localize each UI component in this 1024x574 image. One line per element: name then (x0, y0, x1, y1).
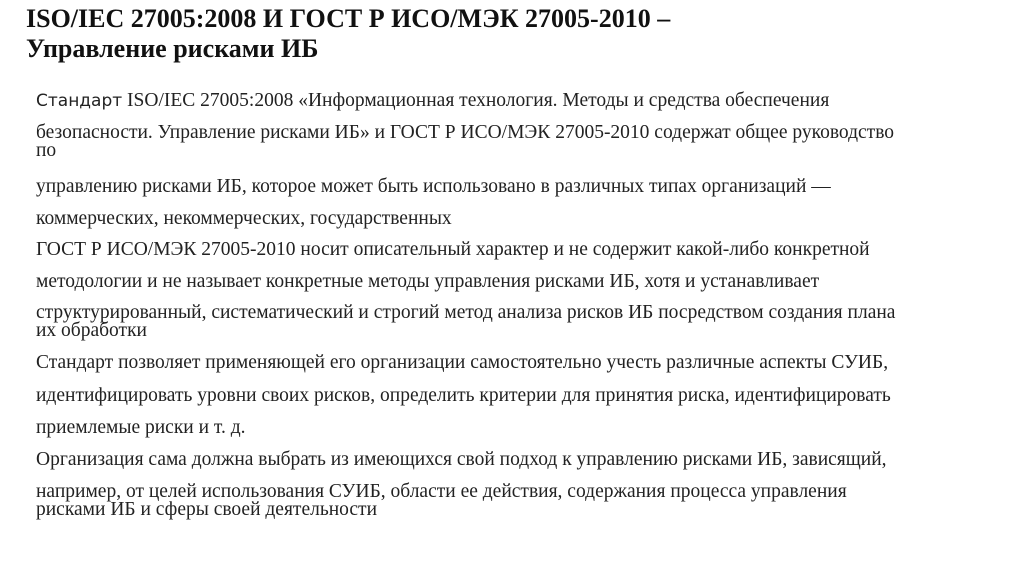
line-wrap: рисками ИБ и сферы своей деятельности (36, 499, 378, 520)
line-text: Стандарт позволяет применяющей его организации самостоятельно учесть различные аспекты СУИБ, (36, 352, 889, 373)
line-text: коммерческих, некоммерческих, государственных (36, 208, 452, 229)
text-line (36, 271, 996, 293)
text-line (36, 122, 996, 160)
line-text: идентифицировать уровни своих рисков, определить критерии для принятия риска, идентифицировать (36, 385, 891, 406)
line-text: управлению рисками ИБ, которое может быть использовано в различных типах организаций — (36, 176, 831, 197)
text-line (36, 352, 996, 374)
line-lead: Стандарт (36, 91, 123, 111)
text-line (36, 385, 996, 407)
line-text: ГОСТ Р ИСО/МЭК 27005-2010 носит описательный характер и не содержит какой-либо конкретной (36, 239, 870, 260)
text-line (36, 449, 996, 471)
text-line (36, 239, 996, 261)
title-line-1: ISO/IEC 27005:2008 И ГОСТ Р ИСО/МЭК 27005-2010 – (26, 4, 671, 33)
line-text: структурированный, систематический и строгий метод анализа рисков ИБ посредством создания плана (36, 302, 896, 323)
line-text: методологии и не называет конкретные методы управления рисками ИБ, хотя и устанавливает (36, 271, 820, 292)
line-text: ISO/IEC 27005:2008 «Информационная технология. Методы и средства обеспечения (122, 90, 830, 111)
line-text: безопасности. Управление рисками ИБ» и ГОСТ Р ИСО/МЭК 27005-2010 содержат общее руководство (36, 122, 895, 143)
text-line (36, 208, 996, 230)
line-wrap: их обработки (36, 320, 147, 341)
slide-title (26, 4, 1006, 64)
text-line (36, 481, 996, 519)
line-text: например, от целей использования СУИБ, области ее действия, содержания процесса управления (36, 481, 847, 502)
text-line (36, 90, 996, 112)
text-line (36, 417, 996, 439)
line-text: приемлемые риски и т. д. (36, 417, 246, 438)
text-line (36, 302, 996, 340)
text-line (36, 176, 996, 198)
title-line-2: Управление рисками ИБ (26, 34, 319, 63)
line-text: Организация сама должна выбрать из имеющихся свой подход к управлению рисками ИБ, зависящий, (36, 449, 887, 470)
line-wrap: по (36, 140, 57, 161)
